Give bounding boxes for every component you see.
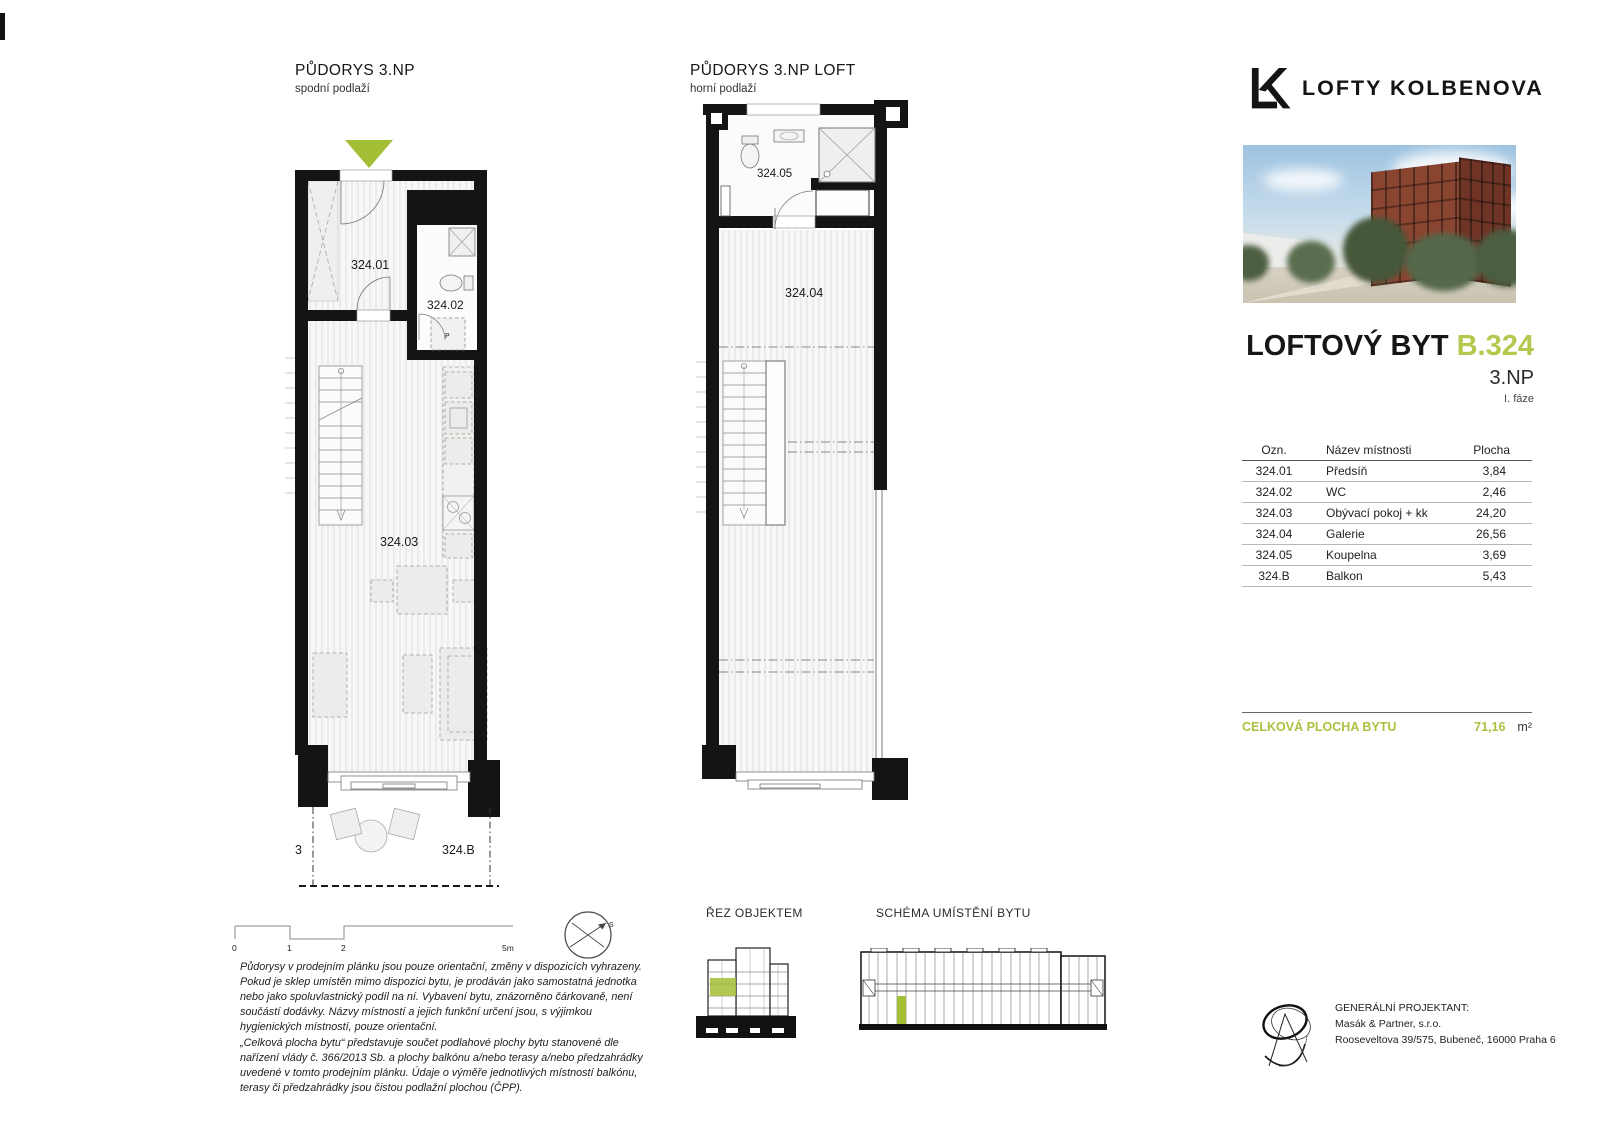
col-header-id: Ozn. [1261, 443, 1287, 457]
room-label-324-b: 324.B [442, 843, 475, 857]
unit-phase: I. fáze [1504, 393, 1534, 405]
architect-info [1335, 1000, 1556, 1048]
projektant-logo-icon [1255, 996, 1319, 1072]
balcony-chair [388, 808, 420, 840]
lower-plan-title: PŮDORYS 3.NP [295, 62, 415, 79]
cell-area: 3,69 [1482, 548, 1506, 562]
scale-tick-5m: 5m [502, 943, 514, 953]
brand-name: LOFTY KOLBENOVA [1302, 76, 1544, 100]
table-row [1242, 566, 1532, 587]
cell-id: 324.05 [1255, 548, 1293, 562]
cell-area: 3,84 [1482, 464, 1506, 478]
upper-window-band [736, 772, 874, 789]
room-table [1242, 440, 1532, 587]
scale-tick-1: 1 [287, 943, 292, 953]
upper-plan-title: PŮDORYS 3.NP LOFT [690, 62, 856, 79]
cell-id: 324.03 [1255, 506, 1293, 520]
col-header-area: Plocha [1473, 443, 1510, 457]
cell-name: Obývací pokoj + kk [1326, 506, 1428, 520]
cell-id: 324.02 [1255, 485, 1293, 499]
compass-icon [558, 903, 622, 967]
cell-name: Koupelna [1326, 548, 1377, 562]
disclaimer-text [240, 960, 644, 1096]
table-row [1242, 461, 1532, 482]
entrance-arrow-icon [345, 140, 393, 168]
cell-id: 324.04 [1255, 527, 1293, 541]
location-schema [855, 948, 1187, 1040]
scale-tick-2: 2 [341, 943, 346, 953]
unit-heading [1246, 330, 1534, 405]
unit-title-line [1246, 330, 1534, 363]
washer-label: P [445, 333, 450, 340]
closet-niche [816, 190, 869, 216]
architect-heading: GENERÁLNÍ PROJEKTANT: [1335, 1002, 1469, 1014]
page-edge-artifact [0, 13, 5, 40]
architect-company: Masák & Partner, s.r.o. [1335, 1018, 1442, 1030]
bath-door-opening [773, 216, 815, 228]
compass-north-label: S [609, 922, 614, 929]
room-label-324-03: 324.03 [380, 535, 419, 549]
facade-ticks [696, 362, 706, 512]
staircase [319, 366, 362, 525]
cell-area: 26,56 [1475, 527, 1506, 541]
unit-type: LOFTOVÝ BYT [1246, 330, 1449, 362]
floor-plan-upper [678, 90, 908, 800]
scale-tick-0: 0 [232, 943, 237, 953]
balcony-chair [330, 808, 362, 840]
entrance-door-opening [340, 170, 392, 181]
disclaimer-paragraph-1: Půdorysy v prodejním plánku jsou pouze orientační, změny v dispozicích vyhrazeny. Pokud je sklep umístěn mimo dispozici bytu, je prodáván jako samostatná jednotka nebo jako spoluvlastnický podíl na ní. Vybavení bytu, znázorněno čárkovaně, není součástí dodávky. Názvy místností a jejich funkční určení jsou, s výjimkou hygienických místností, pouze orientační. [240, 961, 642, 1034]
total-label: CELKOVÁ PLOCHA BYTU [1242, 720, 1397, 734]
building-photo [1243, 145, 1516, 303]
room-label-324-05: 324.05 [757, 168, 793, 180]
table-row [1242, 545, 1532, 566]
room-label-324-01: 324.01 [351, 258, 390, 272]
column-inset [886, 107, 900, 121]
lower-plan-subtitle: spodní podlaží [295, 83, 370, 95]
cell-area: 5,43 [1482, 569, 1506, 583]
total-area-row [1242, 712, 1532, 734]
lower-window-band [328, 772, 470, 790]
brand-logo-icon [1242, 63, 1292, 110]
cell-name: Galerie [1326, 527, 1365, 541]
architect-address: Rooseveltova 39/575, Bubeneč, 16000 Praha 6 [1335, 1034, 1556, 1046]
cell-name: Balkon [1326, 569, 1363, 583]
total-unit: m² [1517, 720, 1532, 734]
neighbor-label-fragment: 3 [295, 843, 302, 857]
cell-area: 2,46 [1482, 485, 1506, 499]
staircase [723, 361, 785, 525]
column-inset [711, 113, 722, 124]
right-window [876, 490, 882, 758]
wc-room [417, 225, 477, 350]
disclaimer-paragraph-2: „Celková plocha bytu“ představuje součet podlahové plochy bytu stanovené dle nařízení vlády č. 366/2013 Sb. a plochy balkónu a/nebo terasy a/nebo předzahrádky uvedené v tomto prodejním plánku. Údaje o výměře jednotlivých místností balkónu, terasy či předzahrádky jsou čistou podlažní plochou (ČPP). [240, 1036, 643, 1094]
scale-bar [228, 918, 528, 960]
section-label: ŘEZ OBJEKTEM [706, 906, 803, 920]
room-label-324-04: 324.04 [785, 286, 824, 300]
total-value: 71,16 [1474, 720, 1506, 734]
table-row [1242, 503, 1532, 524]
cell-id: 324.01 [1255, 464, 1293, 478]
schema-label: SCHÉMA UMÍSTĚNÍ BYTU [876, 906, 1031, 920]
table-row [1242, 482, 1532, 503]
cell-id: 324.B [1258, 569, 1290, 583]
room-label-324-02: 324.02 [427, 298, 464, 312]
unit-code: B.324 [1456, 330, 1534, 362]
col-header-name: Název místnosti [1326, 443, 1412, 457]
cell-area: 24,20 [1475, 506, 1506, 520]
cell-name: WC [1326, 485, 1346, 499]
lower-plan-header [295, 62, 415, 95]
upper-plan-subtitle: horní podlaží [690, 83, 757, 95]
cell-name: Předsíň [1326, 464, 1368, 478]
hall-door-opening [357, 310, 390, 321]
table-header-row [1242, 440, 1532, 461]
floor-plan-lower [283, 130, 513, 890]
unit-floor: 3.NP [1489, 367, 1534, 389]
facade-ticks [285, 358, 295, 493]
section-diagram [688, 930, 803, 1042]
section-highlight-floor [710, 978, 736, 996]
upper-window-opening [747, 104, 820, 115]
schema-highlight-unit [897, 996, 906, 1026]
table-row [1242, 524, 1532, 545]
kitchen-counter [443, 367, 474, 558]
